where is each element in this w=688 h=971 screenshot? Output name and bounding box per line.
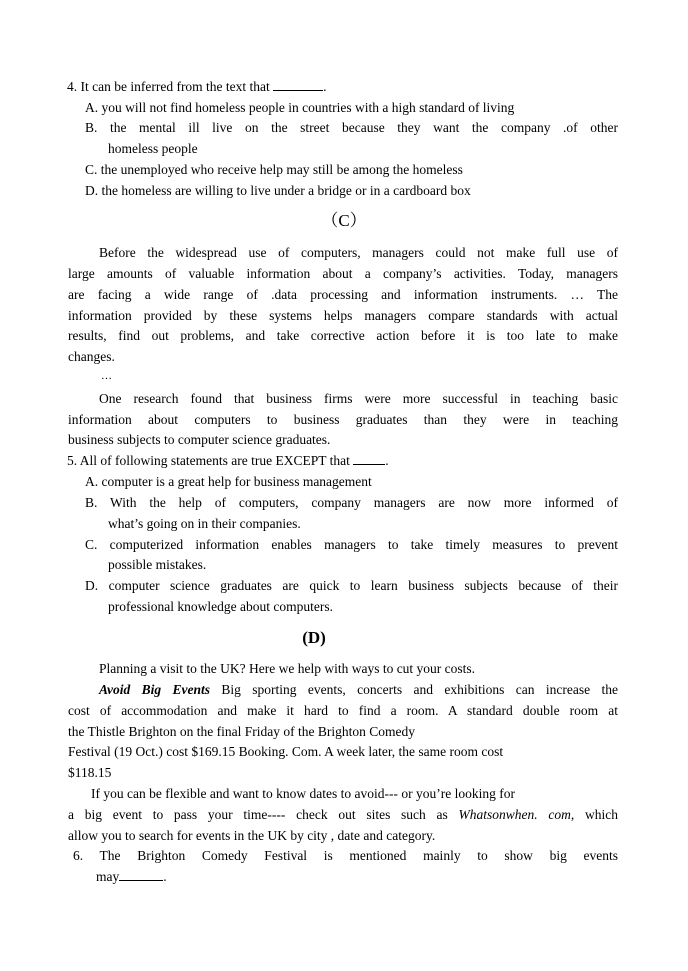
q4-option-b-cont: homeless people [108,141,198,156]
section-c-p1-line: large amounts of valuable information about a company’s activities. Today, managers [68,266,618,281]
section-c-p1-line: information provided by these systems helps managers compare standards with actual [68,308,618,323]
q6-stem: 6. The Brighton Comedy Festival is mentioned mainly to show big events [73,848,618,863]
section-d-intro: Planning a visit to the UK? Here we help with ways to cut your costs. [99,661,476,676]
q4-option-c: C. the unemployed who receive help may still be among the homeless [85,162,463,177]
section-d-p1-line: Festival (19 Oct.) cost $169.15 Booking. Com. A week later, the same room cost [68,744,504,759]
q5-option-c: C. computerized information enables managers to take timely measures to prevent [85,537,618,552]
q5-option-c-cont: possible mistakes. [108,557,207,572]
q5-option-b-cont: what’s going on in their companies. [108,516,301,531]
q5-stem: 5. All of following statements are true EXCEPT that . [67,453,389,468]
q5-option-d-cont: professional knowledge about computers. [108,599,333,614]
section-d-p2-line: allow you to search for events in the UK by city , date and category. [68,828,436,843]
q5-option-d: D. computer science graduates are quick to learn business subjects because of their [85,578,618,593]
section-c-p1-line: changes. [68,349,115,364]
avoid-big-events-subhead: Avoid Big Events [99,682,211,697]
q6-stem-cont: may . [96,869,167,884]
section-d-p1-line: the Thistle Brighton on the final Friday of the Brighton Comedy [68,724,415,739]
q6-answer-blank[interactable] [119,867,163,881]
q5-answer-blank[interactable] [353,451,385,465]
section-c-title: （C） [321,211,367,230]
q4-option-b: B. the mental ill live on the street because they want the company .of other [85,120,618,135]
section-c-p2-line: business subjects to computer science graduates. [68,432,331,447]
section-d-p1-line: $118.15 [68,765,112,780]
section-d-p2-line: If you can be flexible and want to know dates to avoid--- or you’re looking for [91,786,515,801]
section-c-p2-line: information about computers to business graduates than they were in teaching [68,412,618,427]
q5-option-a: A. computer is a great help for business management [85,474,372,489]
q4-stem: 4. It can be inferred from the text that . [67,79,327,94]
q4-answer-blank[interactable] [273,77,323,91]
whatsonwhen-site-link[interactable]: Whatsonwhen. com, [458,807,575,822]
section-d-p1-line: cost of accommodation and make it hard to find a room. A standard double room at [68,703,618,718]
ellipsis: … [101,370,112,382]
section-c-p1-line: Before the widespread use of computers, managers could not make full use of [99,245,618,260]
section-c-p1-line: results, find out problems, and take corrective action before it is too late to make [68,328,618,343]
q5-option-b: B. With the help of computers, company managers are now more informed of [85,495,618,510]
section-c-p2-line: One research found that business firms were more successful in teaching basic [99,391,618,406]
q4-option-a: A. you will not find homeless people in countries with a high standard of living [85,100,515,115]
section-d-p1-line: Avoid Big Events Big sporting events, concerts and exhibitions can increase the [99,682,618,697]
section-d-title: (D) [302,628,326,647]
q4-option-d: D. the homeless are willing to live under a bridge or in a cardboard box [85,183,471,198]
section-d-p2-line: a big event to pass your time---- check out sites such as Whatsonwhen. com, which [68,807,619,822]
section-c-p1-line: are facing a wide range of .data processing and information instruments. … The [68,287,618,302]
